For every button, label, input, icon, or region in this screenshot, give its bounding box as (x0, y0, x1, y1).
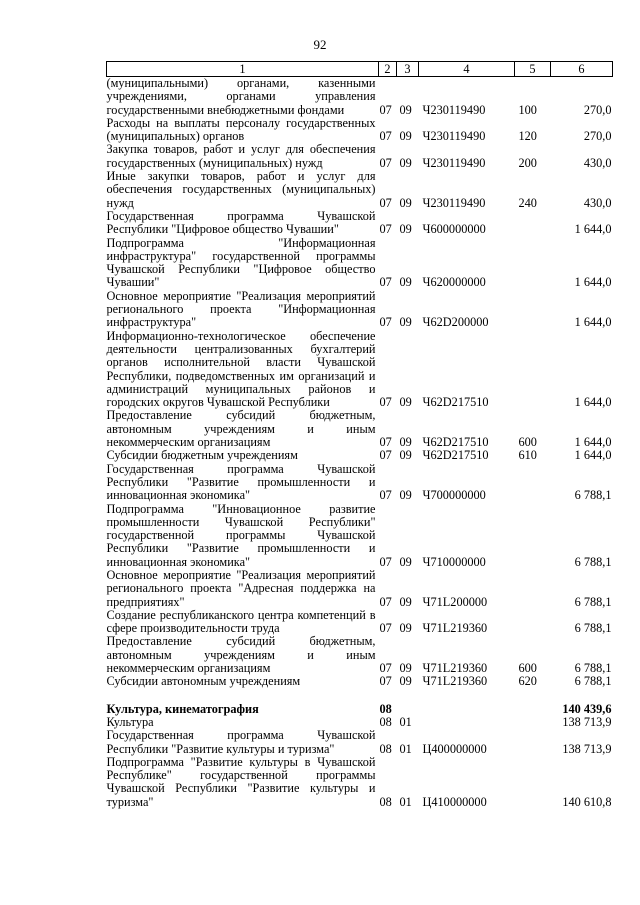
row-amount: 1 644,0 (574, 448, 612, 463)
row-target-code: Ч600000000 (422, 222, 486, 237)
row-subsection: 09 (399, 488, 412, 503)
row-subsection: 09 (399, 129, 412, 144)
row-subsection (397, 703, 419, 716)
row-section: 07 (379, 435, 392, 450)
table-row (107, 729, 613, 756)
header-row (107, 62, 613, 77)
row-section: 07 (379, 661, 392, 676)
row-section: 07 (379, 621, 392, 636)
row-expense-type: 610 (518, 448, 537, 463)
row-section: 07 (379, 102, 392, 117)
row-target-code (419, 703, 515, 716)
row-section: 07 (379, 315, 392, 330)
row-section: 07 (379, 222, 392, 237)
row-section: 07 (379, 594, 392, 609)
row-name: Основное мероприятие "Реализация мероприятий регионального проекта "Адресная поддержка на предприятиях" (106, 567, 376, 609)
row-expense-type (515, 210, 551, 237)
row-name: Государственная программа Чувашской Республики "Развитие промышленности и инновационная экономика" (106, 461, 376, 503)
row-subsection: 09 (399, 661, 412, 676)
row-target-code: Ч230119490 (422, 195, 486, 210)
row-name: Предоставление субсидий бюджетным, автономным учреждениям и иным некоммерческим организациям (106, 408, 376, 450)
row-amount: 430,0 (583, 195, 612, 210)
table-body (107, 77, 613, 810)
row-name: Субсидии бюджетным учреждениям (106, 448, 298, 463)
row-name: Иные закупки товаров, работ и услуг для обеспечения государственных (муниципальных) нужд (106, 169, 376, 210)
row-name: Предоставление субсидий бюджетным, автономным учреждениям и иным некоммерческим организациям (106, 634, 376, 676)
row-expense-type (515, 569, 551, 609)
row-subsection: 09 (399, 674, 412, 689)
row-amount: 140 610,8 (562, 794, 612, 809)
row-section: 07 (379, 488, 392, 503)
table-row (107, 449, 613, 462)
row-expense-type (515, 729, 551, 756)
row-amount: 138 713,9 (562, 741, 612, 756)
row-target-code: Ч700000000 (422, 488, 486, 503)
table-row (107, 143, 613, 170)
row-amount: 6 788,1 (574, 594, 612, 609)
header-col-4: 4 (419, 62, 515, 77)
row-name: Культура (106, 714, 154, 729)
row-expense-type (515, 609, 551, 636)
row-target-code: Ц410000000 (422, 794, 487, 809)
row-expense-type: 240 (518, 195, 537, 210)
spacer-cell (107, 689, 613, 703)
row-amount: 270,0 (583, 129, 612, 144)
table-row (107, 703, 613, 716)
row-subsection: 09 (399, 315, 412, 330)
row-expense-type (515, 756, 551, 809)
row-section: 08 (379, 741, 392, 756)
row-section: 07 (379, 195, 392, 210)
row-section: 08 (379, 714, 392, 729)
row-name: Создание республиканского центра компетенций в сфере производительности труда (106, 607, 376, 636)
row-name: Государственная программа Чувашской Республики "Развитие культуры и туризма" (106, 728, 376, 756)
row-expense-type: 200 (518, 155, 537, 170)
row-section: 07 (379, 129, 392, 144)
row-section: 07 (379, 448, 392, 463)
row-amount: 1 644,0 (574, 435, 612, 450)
row-subsection: 09 (399, 621, 412, 636)
row-target-code: Ч230119490 (422, 155, 486, 170)
header-col-1: 1 (107, 62, 379, 77)
row-expense-type (515, 703, 551, 716)
table-row (107, 675, 613, 688)
row-subsection: 09 (399, 435, 412, 450)
row-expense-type (515, 237, 551, 290)
row-target-code: Ч62D217510 (422, 435, 489, 450)
row-target-code: Ч710000000 (422, 554, 486, 569)
page-number: 92 (313, 37, 327, 52)
row-expense-type (515, 716, 551, 729)
table-row (107, 635, 613, 675)
row-subsection: 09 (399, 222, 412, 237)
row-section: 07 (379, 674, 392, 689)
row-subsection: 09 (399, 155, 412, 170)
row-target-code: Ч71L219360 (422, 621, 488, 636)
row-name: Расходы на выплаты персоналу государственных (муниципальных) органов (106, 115, 376, 144)
table-row (107, 463, 613, 503)
table-row (107, 330, 613, 410)
row-subsection: 01 (399, 714, 412, 729)
row-amount: 1 644,0 (574, 222, 612, 237)
row-subsection: 09 (399, 395, 412, 410)
row-expense-type: 600 (518, 435, 537, 450)
row-name: (муниципальными) органами, казенными учреждениями, органами управления государственными внебюджетными фондами (106, 76, 376, 117)
row-name: Культура, кинематография (106, 701, 259, 716)
row-target-code: Ц400000000 (422, 741, 487, 756)
row-expense-type (515, 290, 551, 330)
row-section: 07 (379, 554, 392, 569)
row-amount: 6 788,1 (574, 621, 612, 636)
row-amount: 138 713,9 (562, 714, 612, 729)
budget-table (106, 61, 613, 809)
row-subsection: 09 (399, 448, 412, 463)
row-section: 07 (379, 275, 392, 290)
row-subsection: 09 (399, 195, 412, 210)
row-expense-type (515, 330, 551, 410)
table-row (107, 409, 613, 449)
header-col-5: 5 (515, 62, 551, 77)
row-amount: 270,0 (583, 102, 612, 117)
table-row (107, 756, 613, 809)
spacer-row (107, 689, 613, 703)
row-target-code: Ч62D217510 (422, 395, 489, 410)
table-row (107, 170, 613, 210)
row-target-code: Ч71L219360 (422, 661, 488, 676)
table-row (107, 503, 613, 569)
row-subsection: 09 (399, 594, 412, 609)
table-row (107, 117, 613, 144)
row-name: Субсидии автономным учреждениям (106, 674, 301, 689)
row-name: Информационно-технологическое обеспечение деятельности централизованных бухгалтерий органов исполнительной власти Чувашской Республики, подведомственных им организаций и администраций муниципальных районов и городских округов Чувашской Республики (106, 328, 376, 410)
row-amount: 6 788,1 (574, 661, 612, 676)
row-name: Основное мероприятие "Реализация мероприятий регионального проекта "Информационная инфраструктура" (106, 288, 376, 330)
row-section: 07 (379, 395, 392, 410)
row-expense-type: 600 (518, 661, 537, 676)
row-expense-type (515, 463, 551, 503)
header-col-3: 3 (397, 62, 419, 77)
row-subsection: 09 (399, 554, 412, 569)
row-amount: 1 644,0 (574, 395, 612, 410)
header-col-2: 2 (379, 62, 397, 77)
table-row (107, 716, 613, 729)
table-row (107, 77, 613, 117)
row-section: 08 (379, 794, 392, 809)
row-expense-type: 120 (518, 129, 537, 144)
table-row (107, 237, 613, 290)
row-subsection: 09 (399, 275, 412, 290)
table-row (107, 609, 613, 636)
row-target-code (419, 716, 515, 729)
table-row (107, 290, 613, 330)
table-row (107, 210, 613, 237)
table-row (107, 569, 613, 609)
row-name: Государственная программа Чувашской Республики "Цифровое общество Чувашии" (106, 208, 376, 237)
row-amount: 1 644,0 (574, 275, 612, 290)
row-amount: 6 788,1 (574, 674, 612, 689)
row-name: Подпрограмма "Информационная инфраструктура" государственной программы Чувашской Республики "Цифровое общество Чувашии" (106, 235, 376, 290)
row-target-code: Ч62D217510 (422, 448, 489, 463)
row-amount: 6 788,1 (574, 488, 612, 503)
row-amount: 140 439,6 (562, 701, 612, 716)
row-target-code: Ч71L219360 (422, 674, 488, 689)
row-section: 08 (379, 701, 392, 716)
row-amount: 430,0 (583, 155, 612, 170)
row-target-code: Ч620000000 (422, 275, 486, 290)
header-col-6: 6 (551, 62, 613, 77)
row-subsection: 01 (399, 794, 412, 809)
row-expense-type: 100 (518, 102, 537, 117)
row-target-code: Ч230119490 (422, 129, 486, 144)
row-subsection: 09 (399, 102, 412, 117)
row-target-code: Ч230119490 (422, 102, 486, 117)
row-name: Закупка товаров, работ и услуг для обеспечения государственных (муниципальных) нужд (106, 142, 376, 170)
row-subsection: 01 (399, 741, 412, 756)
row-section: 07 (379, 155, 392, 170)
row-amount: 1 644,0 (574, 315, 612, 330)
row-amount: 6 788,1 (574, 554, 612, 569)
row-expense-type (515, 503, 551, 569)
row-target-code: Ч62D200000 (422, 315, 489, 330)
row-expense-type: 620 (518, 674, 537, 689)
row-name: Подпрограмма "Инновационное развитие промышленности Чувашской Республики" государственной программы Чувашской Республики "Развитие промышленности и инновационная экономика" (106, 501, 376, 569)
row-name: Подпрограмма "Развитие культуры в Чувашской Республике" государственной программы Чувашской Республики "Развитие культуры и туризма" (106, 754, 376, 809)
row-target-code: Ч71L200000 (422, 594, 488, 609)
